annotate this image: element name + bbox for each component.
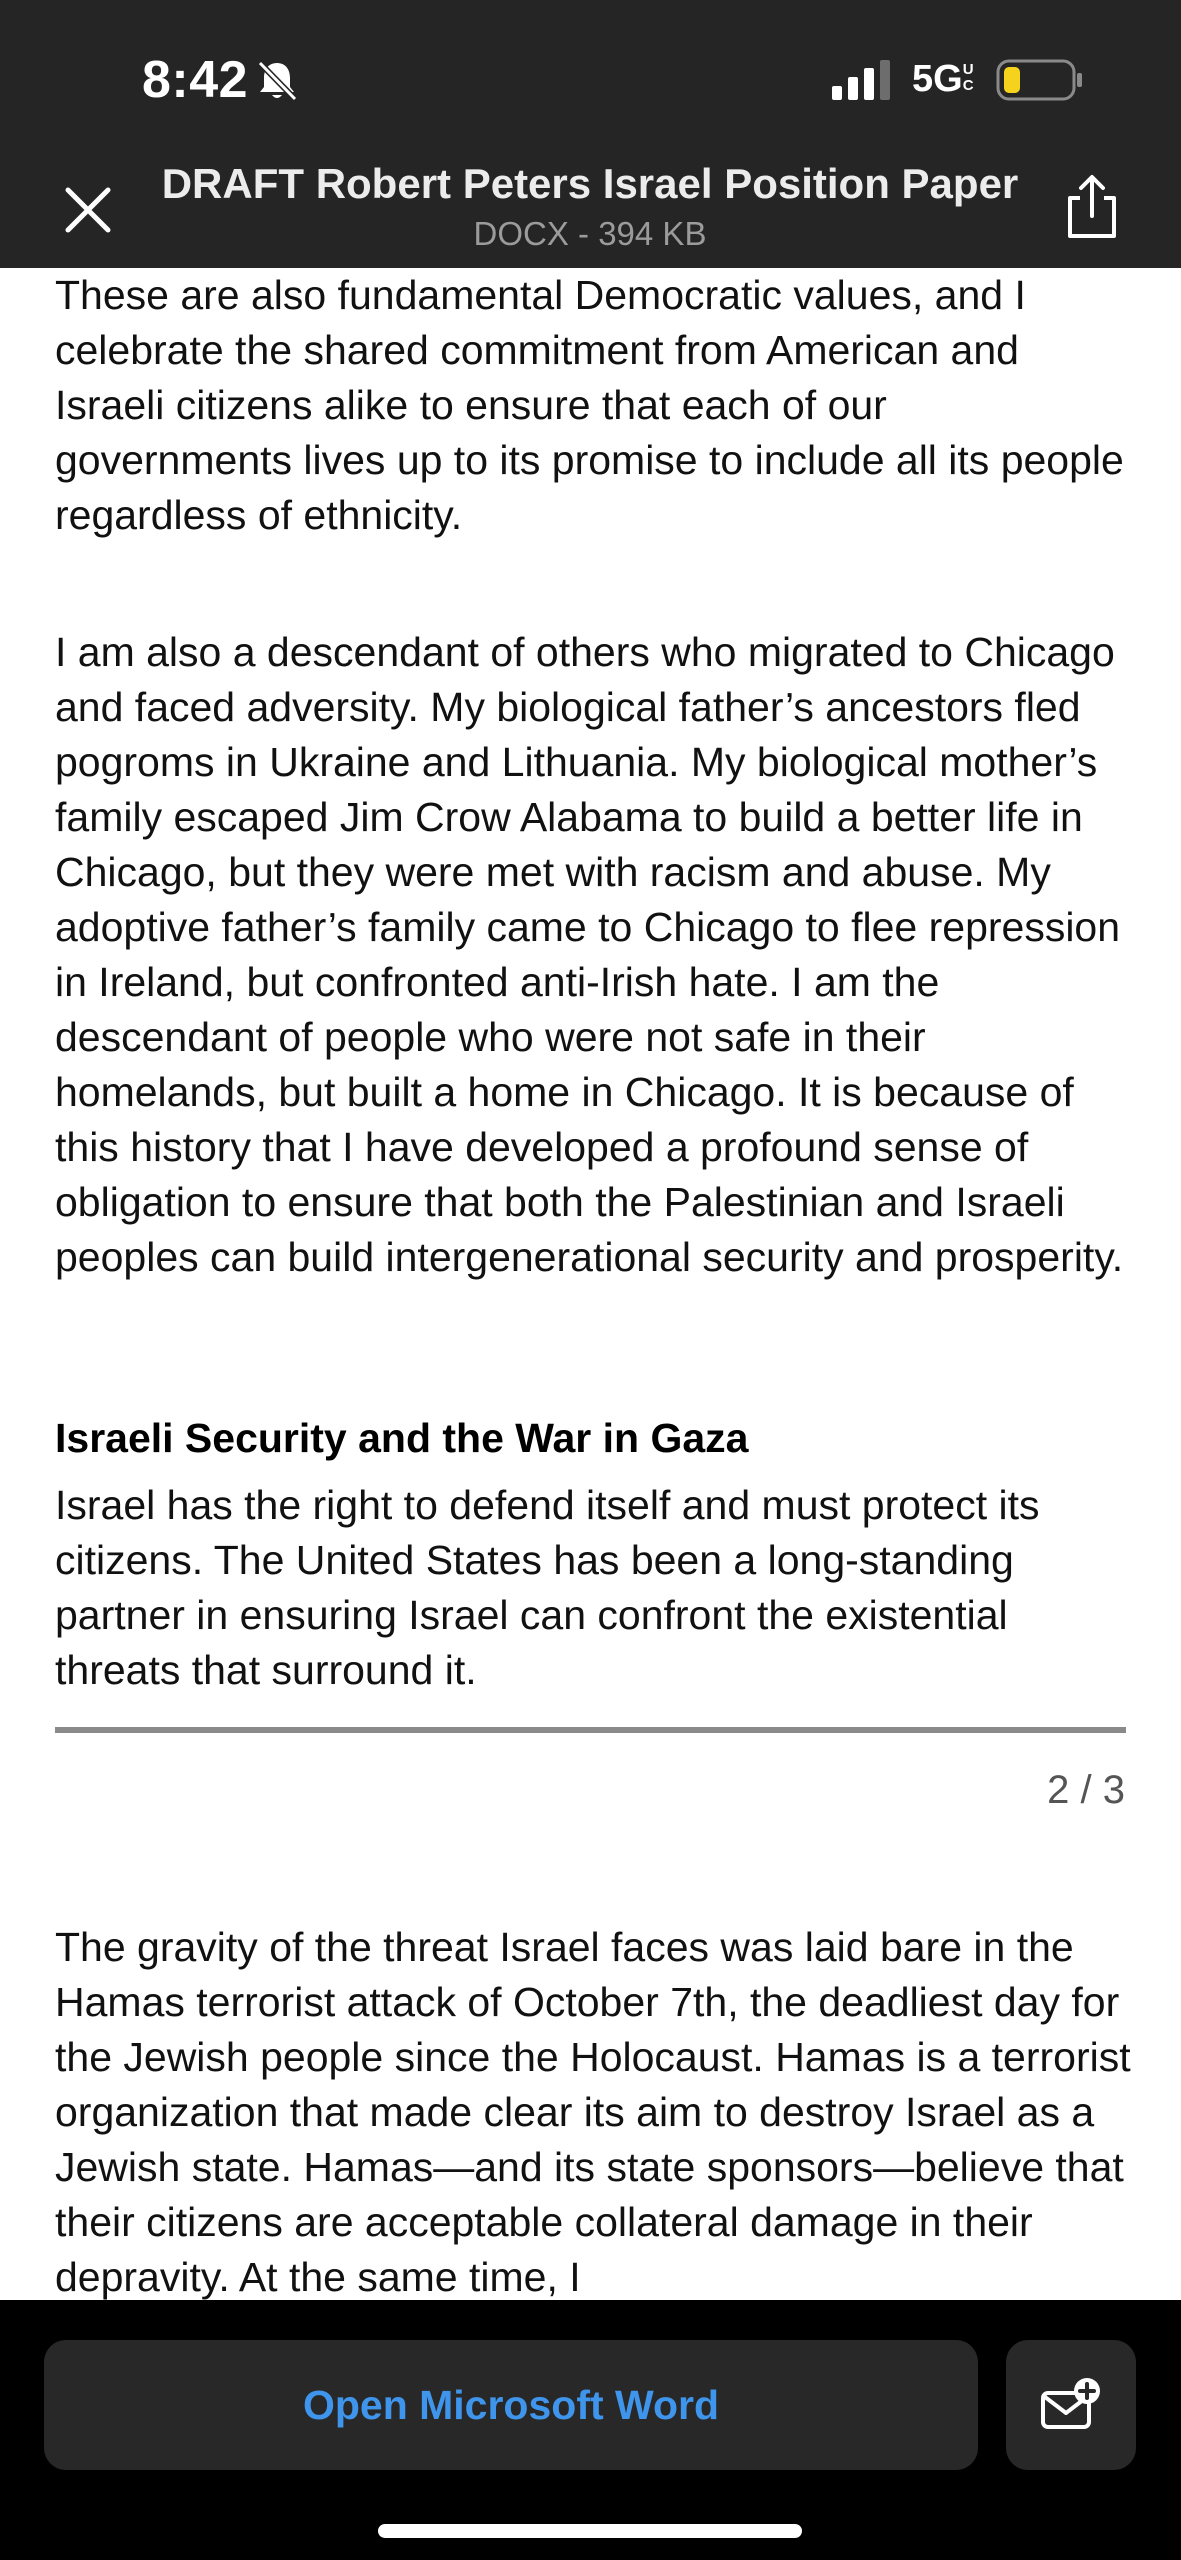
document-title: DRAFT Robert Peters Israel Position Paper bbox=[161, 160, 1019, 207]
network-label bbox=[912, 58, 979, 101]
home-indicator[interactable] bbox=[378, 2524, 802, 2538]
document-viewport[interactable] bbox=[0, 268, 1181, 2300]
status-time: 8:42 bbox=[142, 51, 249, 109]
paragraph-shared-values: These are also fundamental Democratic values, and I celebrate the shared commitment from American and Israeli citizens alike to ensure that each of our governments lives up to its promise to include all its people regardless of ethnicity. bbox=[55, 272, 1124, 538]
mail-add-button[interactable] bbox=[1006, 2340, 1136, 2470]
document-meta: DOCX - 394 KB bbox=[473, 215, 707, 252]
section-heading: Israeli Security and the War in Gaza bbox=[55, 1415, 749, 1461]
signal-bars-icon bbox=[832, 60, 894, 100]
mail-add-icon bbox=[1039, 2375, 1103, 2435]
paragraph-family-history: I am also a descendant of others who migrated to Chicago and faced adversity. My biological father’s ancestors fled pogroms in Ukraine and Lithuania. My biological mother’s family escaped Jim Crow Alabama to build a better life in Chicago, but they were met with racism and abuse. My adoptive father’s family came to Chicago to flee repression in Ireland, but confronted anti-Irish hate. I am the descendant of people who were not safe in their homelands, but built a home in Chicago. It is because of this history that I have developed a profound sense of obligation to ensure that both the Palestinian and Israeli peoples can build intergenerational security and prosperity. bbox=[55, 629, 1124, 1280]
paragraph-october-attack: The gravity of the threat Israel faces was laid bare in the Hamas terrorist attack of October 7th, the deadliest day for the Jewish people since the Holocaust. Hamas is a terrorist organization that made clear its aim to destroy Israel as a Jewish state. Hamas—and its state sponsors—believe that their citizens are acceptable collateral damage in their depravity. At the same time, I bbox=[55, 1924, 1131, 2300]
network-suffix: UC bbox=[962, 61, 974, 94]
top-bar bbox=[0, 0, 1181, 268]
bottom-bar bbox=[0, 2300, 1181, 2560]
page-indicator: 2 / 3 bbox=[1047, 1768, 1125, 1812]
share-icon[interactable] bbox=[1062, 172, 1122, 242]
close-icon[interactable] bbox=[58, 180, 118, 240]
page-divider bbox=[55, 1727, 1126, 1733]
bell-slash-icon bbox=[254, 58, 300, 104]
network-type: 5G bbox=[912, 58, 963, 100]
open-microsoft-word-button[interactable]: Open Microsoft Word bbox=[44, 2340, 978, 2470]
paragraph-israel-defense: Israel has the right to defend itself and must protect its citizens. The United States has been a long-standing partner in ensuring Israel can confront the existential threats that surround it. bbox=[55, 1482, 1040, 1693]
battery-low-icon bbox=[996, 58, 1084, 102]
